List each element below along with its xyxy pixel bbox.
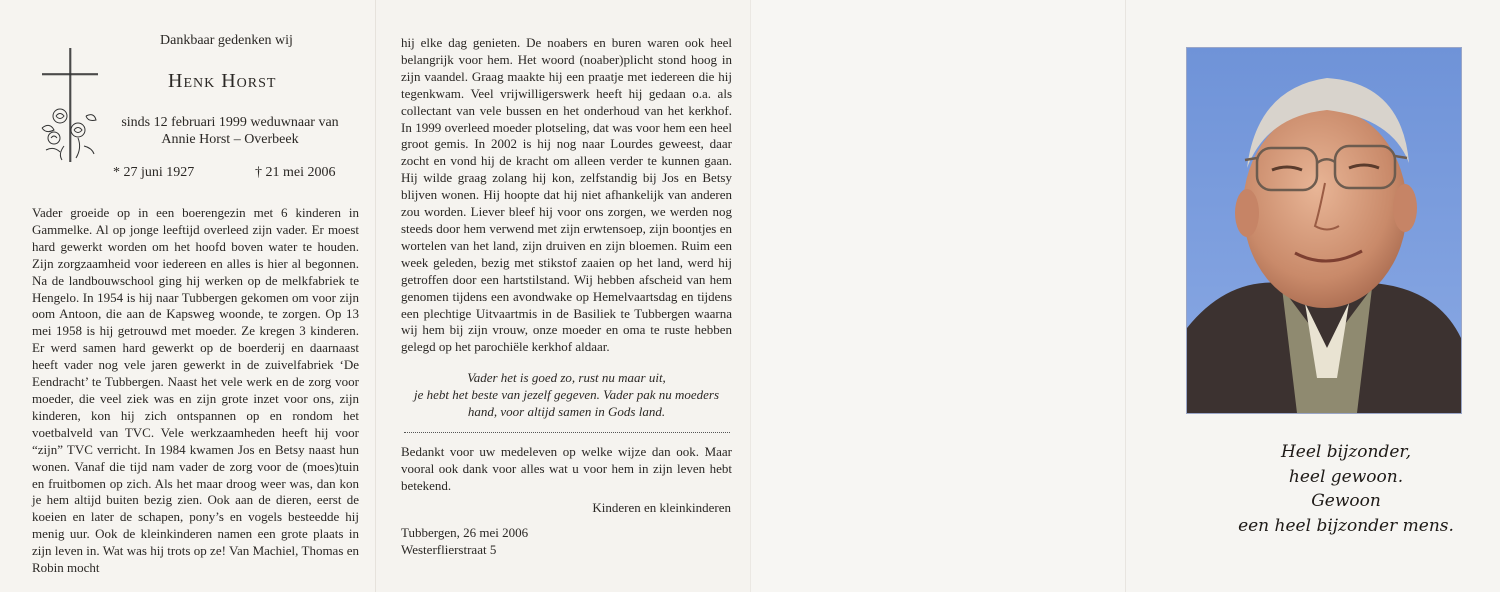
place-date: Tubbergen, 26 mei 2006 bbox=[401, 525, 529, 540]
signature: Kinderen en kleinkinderen bbox=[592, 500, 731, 515]
poem-line: hand, voor altijd samen in Gods land. bbox=[467, 403, 666, 419]
card-panel-right bbox=[1125, 0, 1500, 592]
poem-line: Vader het is goed zo, rust nu maar uit, bbox=[467, 370, 666, 385]
portrait-photo bbox=[1186, 47, 1462, 414]
quote-line: heel gewoon. bbox=[1288, 466, 1404, 487]
life-story-part1: Vader groeide op in een boerengezin met 6 kinderen in Gammelke. Al op jonge leeftijd overleed zijn vader. Er moest hard gewerkt worden om het hoofd boven water te houden. Zijn zorgzaamheid voor iedereen en alles is hier al begonnen. Na de landbouwschool ging hij werken op de melkfabriek te Hengelo. In 1954 is hij naar Tubbergen gekomen om voor zijn oom Antoon, die aan de Kapsweg woonde, te zorgen. Op 13 mei 1958 is hij getrouwd met moeder. Ze kregen 3 kinderen. Er werd samen hard gewerkt op de boerderij en daarnaast heeft vader nog vele jaren gewerkt in de zuivelfabriek ‘De Eendracht’ te Tubbergen. Naast het vele werk en de zorg voor moeder, die veel ziek was en zijn grote inzet voor ons, zijn kinderen, kon hij zich ontspannen op en rondom het voetbalveld van TVC. Vele werkzaamheden heeft hij voor “zijn” TVC verricht. In 1984 kwamen Jos en Betsy naast hun wonen. Vanaf die tijd nam vader de zorg voor de (moes)tuin en fruitbomen op zich. Als het maar droog weer was, dan kon je hem altijd buiten bezig zien. Ook aan de dieren, eerst de koeien en later de schapen, pony’s en vogels besteedde hij menig uur. Ook de kleinkinderen namen een grote plaats in zijn leven in. Wat was hij trots op ze! Van Machiel, Thomas en Robin mocht bbox=[32, 205, 359, 576]
closing-quote bbox=[1196, 440, 1496, 538]
dotted-divider bbox=[404, 432, 730, 433]
deceased-name: Henk Horst bbox=[168, 70, 277, 92]
address: Westerflierstraat 5 bbox=[401, 542, 497, 557]
spouse-name: Annie Horst – Overbeek bbox=[161, 132, 299, 147]
birth-date: * 27 juni 1927 bbox=[113, 165, 195, 180]
place-and-address bbox=[401, 524, 528, 558]
intro-text: Dankbaar gedenken wij bbox=[160, 33, 293, 48]
death-date: † 21 mei 2006 bbox=[255, 165, 336, 180]
quote-line: Gewoon bbox=[1311, 491, 1381, 511]
card-panel-left bbox=[0, 0, 375, 592]
since-line: sinds 12 februari 1999 weduwnaar van bbox=[121, 115, 339, 130]
poem bbox=[401, 370, 732, 420]
quote-line: Heel bijzonder, bbox=[1280, 442, 1412, 462]
cross-with-roses-icon bbox=[34, 46, 106, 166]
portrait-image bbox=[1187, 48, 1461, 413]
life-story-part2: hij elke dag genieten. De noabers en buren waren ook heel belangrijk voor hem. Het woord (noaber)plicht stond hoog in zijn vaandel. Graag maakte hij een praatje met iedereen die hij tegenkwam. Veel vrijwilligerswerk heeft hij gedaan o.a. als collectant van vele bussen en het onderhoud van het kerkhof. In 1999 overleed moeder plotseling, dat was voor hem een heel groot gemis. In 2002 is hij nog naar Lourdes geweest, daar zocht en vond hij de kracht om alleen verder te kunnen gaan. Hij wilde graag zolang hij kon, zelfstandig bij Jos en Betsy blijven wonen. Hij hoopte dat hij niet afhankelijk van anderen zou worden. Liever bleef hij voor ons zorgen, we werden nog steeds door hem verwend met zijn erwtensoep, zijn boontjes en wortelen van het land, zijn druiven en zijn bloemen. Ruim een week geleden, bezig met stikstof zaaien op het land, werd hij getroffen door een hartstilstand. Wij hebben afscheid van hem genomen tijdens een avondwake op Hemelvaartsdag en tijdens een plechtige Uitvaartmis in de Basiliek te Tubbergen waarna wij hem bij zijn vrouw, onze moeder en oma te ruste hebben gelegd op het parochiële kerkhof aldaar. bbox=[401, 35, 732, 355]
quote-line: een heel bijzonder mens. bbox=[1238, 515, 1454, 536]
card-panel-blank bbox=[750, 0, 1126, 592]
widower-note bbox=[115, 114, 345, 148]
card-panel-middle bbox=[375, 0, 751, 592]
thanks-text: Bedankt voor uw medeleven op welke wijze dan ook. Maar vooral ook dank voor alles wat u voor hem in zijn leven hebt betekend. bbox=[401, 444, 732, 493]
poem-line: je hebt het beste van jezelf gegeven. Vader pak nu moeders bbox=[413, 386, 720, 402]
